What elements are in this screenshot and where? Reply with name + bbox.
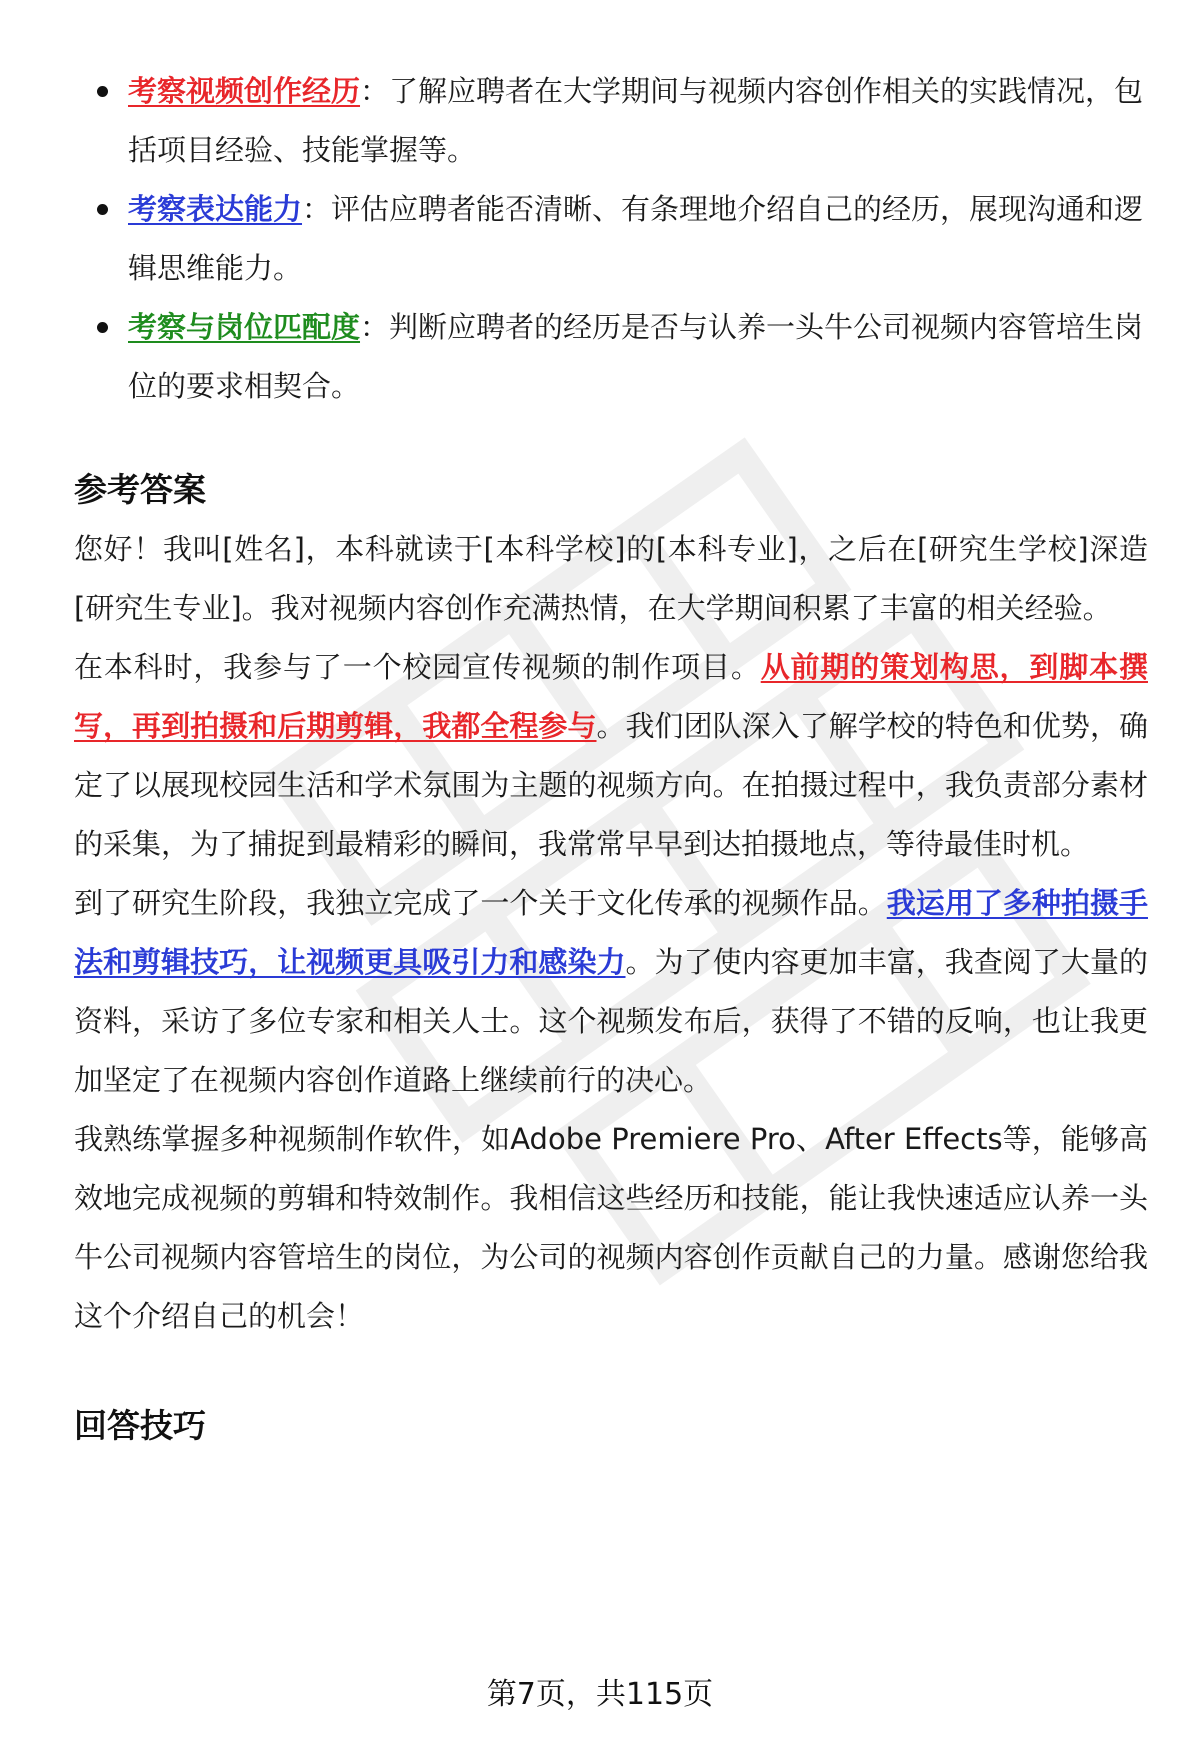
answer-paragraph-undergrad bbox=[74, 638, 1148, 874]
answer-paragraph-graduate bbox=[74, 874, 1148, 1110]
paragraph-text: 到了研究生阶段，我独立完成了一个关于文化传承的视频作品。 bbox=[74, 886, 887, 920]
list-item bbox=[74, 298, 1148, 416]
bullet-text: 了解应聘者在大学期间与视频内容创作相关的实践情况，包括项目经验、技能掌握等。 bbox=[128, 74, 1144, 167]
answer-paragraph-intro: 您好！我叫[姓名]，本科就读于[本科学校]的[本科专业]，之后在[研究生学校]深造[研究生专业]。我对视频内容创作充满热情，在大学期间积累了丰富的相关经验。 bbox=[74, 532, 1148, 625]
list-item bbox=[74, 180, 1148, 298]
bullet-dot-icon bbox=[97, 204, 108, 215]
bullet-text: 评估应聘者能否清晰、有条理地介绍自己的经历，展现沟通和逻辑思维能力。 bbox=[128, 192, 1144, 285]
bullet-key-label: 考察表达能力 bbox=[128, 192, 303, 226]
bullet-separator: ： bbox=[360, 74, 390, 108]
paragraph-text: 在本科时，我参与了一个校园宣传视频的制作项目。 bbox=[74, 650, 761, 684]
highlight-text: 从前期的策划构思，到脚本撰写，再到拍摄和后期剪辑，我都全程参与 bbox=[74, 650, 1148, 743]
paragraph-text: 。我们团队深入了解学校的特色和优势，确定了以展现校园生活和学术氛围为主题的视频方向。在拍摄过程中，我负责部分素材的采集，为了捕捉到最精彩的瞬间，我常常早早到达拍摄地点，等待最佳时机。 bbox=[74, 709, 1148, 861]
bullet-dot-icon bbox=[97, 86, 108, 97]
bullet-dot-icon bbox=[97, 322, 108, 333]
bullet-text: 判断应聘者的经历是否与认养一头牛公司视频内容管培生岗位的要求相契合。 bbox=[128, 310, 1144, 403]
bullet-separator: ： bbox=[302, 192, 332, 226]
section-heading-answer-tips: 回答技巧 bbox=[74, 1406, 206, 1445]
bullet-key-label: 考察与岗位匹配度 bbox=[128, 310, 361, 344]
page-number-footer: 第7页，共115页 bbox=[486, 1677, 714, 1712]
highlight-text: 我运用了多种拍摄手法和剪辑技巧，让视频更具吸引力和感染力 bbox=[74, 886, 1148, 979]
answer-paragraph-skills: 我熟练掌握多种视频制作软件，如Adobe Premiere Pro、After Effects等，能够高效地完成视频的剪辑和特效制作。我相信这些经历和技能，能让我快速适应认养一头牛公司视频内容管培生的岗位，为公司的视频内容创作贡献自己的力量。感谢您给我这个介绍自己的机会！ bbox=[74, 1122, 1148, 1333]
list-item bbox=[74, 62, 1148, 180]
bullet-separator: ： bbox=[360, 310, 390, 344]
paragraph-text: 。为了使内容更加丰富，我查阅了大量的资料，采访了多位专家和相关人士。这个视频发布后，获得了不错的反响，也让我更加坚定了在视频内容创作道路上继续前行的决心。 bbox=[74, 945, 1148, 1097]
evaluation-points-list bbox=[74, 62, 1148, 416]
section-heading-reference-answer: 参考答案 bbox=[74, 470, 206, 509]
document-content bbox=[74, 62, 1148, 1456]
bullet-key-label: 考察视频创作经历 bbox=[128, 74, 361, 108]
